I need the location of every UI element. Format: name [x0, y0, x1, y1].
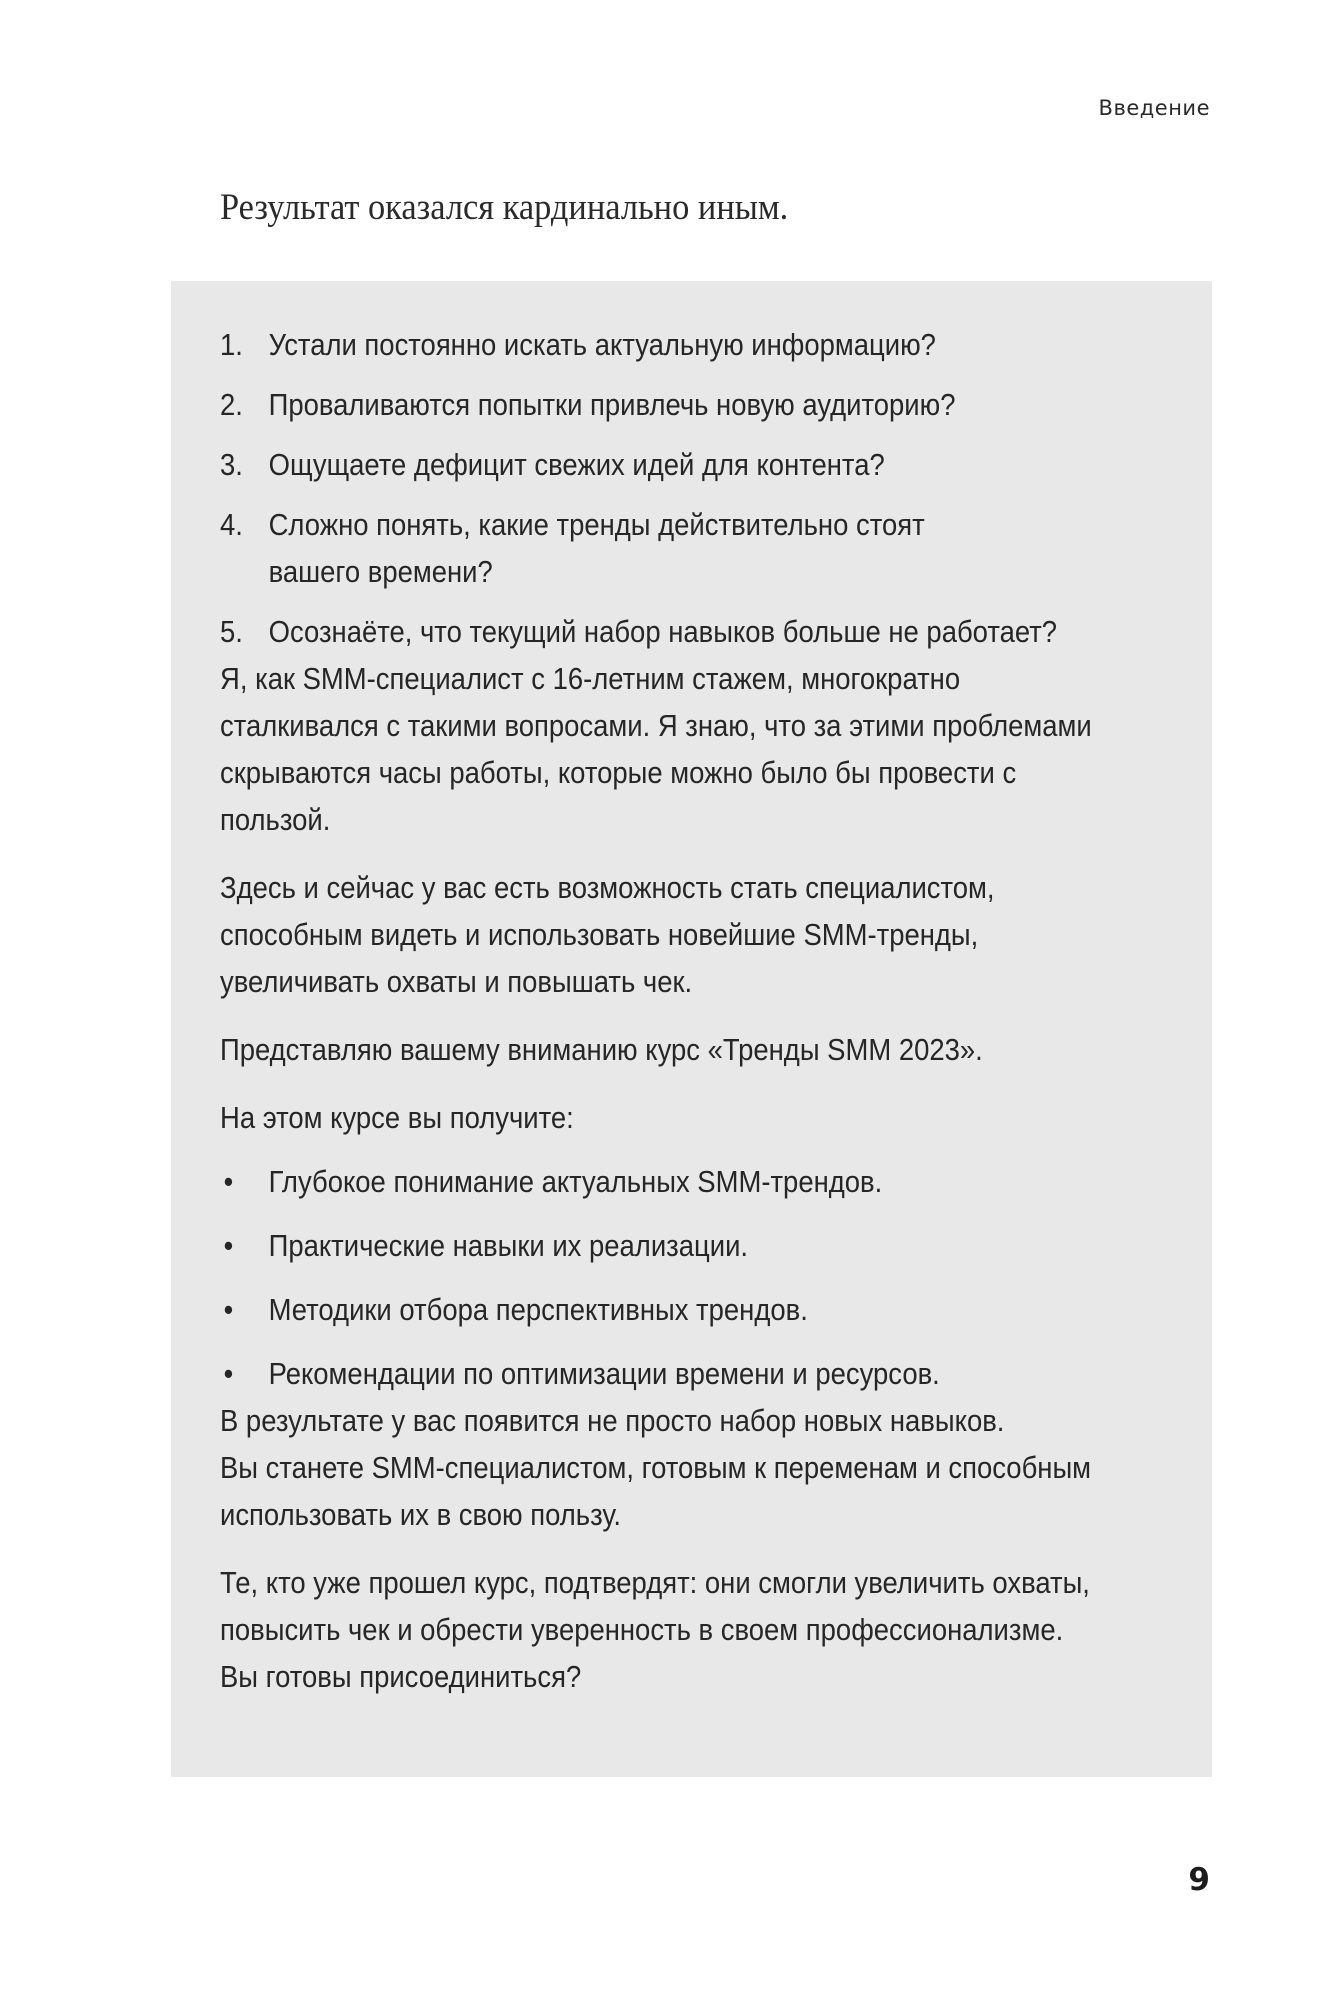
- list-item-text: Глубокое понимание актуальных SMM-трендов.: [268, 1165, 883, 1199]
- list-item-text: Проваливаются попытки привлечь новую аудиторию?: [268, 388, 956, 422]
- benefits-list: [220, 1159, 1210, 1398]
- list-number: 3.: [220, 448, 243, 482]
- list-item: [220, 609, 1223, 656]
- list-item-text: Сложно понять, какие тренды действительно стоят вашего времени?: [268, 508, 925, 589]
- list-item: [220, 1159, 1210, 1206]
- list-item: [220, 1351, 1210, 1398]
- list-number: 4.: [220, 508, 243, 542]
- bullet-icon: •: [223, 1229, 234, 1263]
- paragraph-testimonial: [220, 1560, 1192, 1701]
- numbered-question-list: [220, 322, 1210, 656]
- list-number: 2.: [220, 388, 243, 422]
- lead-sentence: Результат оказался кардинально иным.: [220, 187, 789, 228]
- bullet-icon: •: [223, 1357, 234, 1391]
- list-item: [220, 502, 1007, 596]
- paragraph-opportunity: Здесь и сейчас у вас есть возможность стать специалистом, способным видеть и использовать новейшие SMM-тренды, увеличивать охваты и повышать чек.: [220, 871, 995, 999]
- list-item-text: Методики отбора перспективных трендов.: [268, 1293, 808, 1327]
- paragraph-benefits-intro: На этом курсе вы получите:: [220, 1101, 574, 1135]
- paragraph-call-to-action: Вы готовы присоединиться?: [220, 1660, 582, 1694]
- paragraph-result-line-1: В результате у вас появится не просто набор новых навыков.: [220, 1404, 1005, 1438]
- paragraph-testimonial-main: Те, кто уже прошел курс, подтвердят: они смогли увеличить охваты, повысить чек и обрести уверенность в своем профессионализме.: [220, 1566, 1090, 1647]
- list-item-text: Рекомендации по оптимизации времени и ресурсов.: [268, 1357, 940, 1391]
- list-item-text: Ощущаете дефицит свежих идей для контента?: [268, 448, 885, 482]
- list-item: [220, 1287, 1210, 1334]
- list-item: [220, 1223, 1210, 1270]
- paragraph-result: [220, 1398, 1192, 1539]
- list-item-text: Практические навыки их реализации.: [268, 1229, 749, 1263]
- list-number: 5.: [220, 615, 243, 649]
- list-item-text: Осознаёте, что текущий набор навыков больше не работает?: [268, 615, 1058, 649]
- paragraph-experience: Я, как SMM-специалист с 16-летним стажем, многократно сталкивался с такими вопросами. Я знаю, что за этими проблемами скрываются часы работы, которые можно было бы провести с пользой.: [220, 662, 1092, 837]
- highlight-box-content: [220, 322, 1120, 1722]
- list-item: [220, 382, 1223, 429]
- page-number: 9: [1188, 1862, 1210, 1898]
- list-item-text: Устали постоянно искать актуальную информацию?: [268, 328, 936, 362]
- bullet-icon: •: [223, 1165, 234, 1199]
- bullet-icon: •: [223, 1293, 234, 1327]
- paragraph-course-intro: Представляю вашему вниманию курс «Тренды SMM 2023».: [220, 1033, 983, 1067]
- paragraph-result-line-2: Вы станете SMM-специалистом, готовым к переменам и способным использовать их в свою пользу.: [220, 1451, 1092, 1532]
- list-item: [220, 322, 1223, 369]
- list-item: [220, 442, 1223, 489]
- list-number: 1.: [220, 328, 243, 362]
- running-header-section-title: Введение: [1098, 96, 1210, 120]
